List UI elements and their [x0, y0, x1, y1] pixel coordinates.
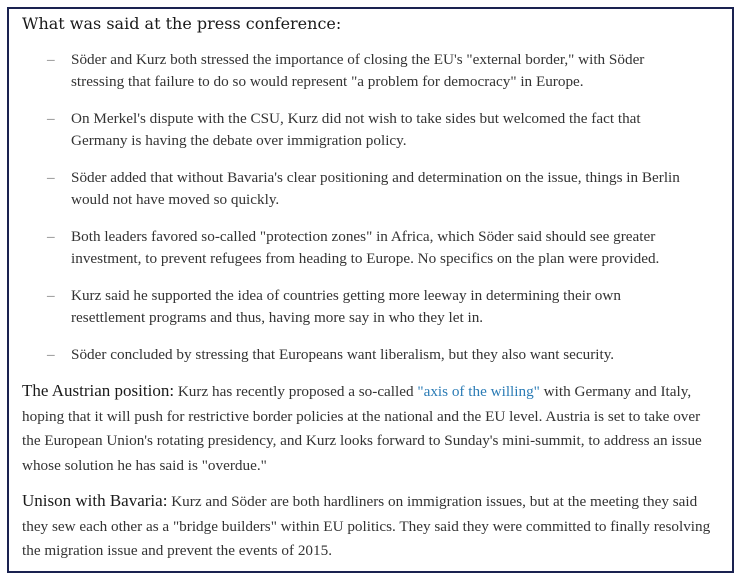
- dash-marker: –: [47, 51, 55, 68]
- unison-with-bavaria-paragraph: [22, 489, 732, 564]
- bullet-line: stressing that failure to do so would represent "a problem for democracy" in Europe.: [71, 73, 584, 90]
- content-frame: [7, 7, 734, 573]
- bullet-line: resettlement programs and thus, having more say in who they let in.: [71, 309, 484, 326]
- article-content: [22, 13, 732, 564]
- list-item: [22, 226, 732, 270]
- list-item: [22, 49, 732, 93]
- list-item: [22, 108, 732, 152]
- dash-marker: –: [47, 169, 55, 186]
- bullet-line: investment, to prevent refugees from heading to Europe. No specifics on the plan were provided.: [71, 250, 660, 267]
- bullet-line: On Merkel's dispute with the CSU, Kurz did not wish to take sides but welcomed the fact that: [71, 110, 641, 127]
- bullet-line: would not have moved so quickly.: [71, 191, 280, 208]
- dash-marker: –: [47, 110, 55, 127]
- list-item: [22, 167, 732, 211]
- paragraph-text: Kurz has recently proposed a so-called: [174, 383, 418, 400]
- austrian-position-paragraph: [22, 379, 732, 478]
- dash-marker: –: [47, 287, 55, 304]
- paragraph-text: with Germany and Italy, hoping that it will push for restrictive border policies at the national and the EU level. Austria is set to take over the European Union's rotating presidency, and Kurz looks forward to Sunday's mini-summit, to address an issue whose solution he has said is "overdue.": [22, 383, 702, 474]
- bullet-line: Söder concluded by stressing that Europeans want liberalism, but they also want security.: [71, 346, 615, 363]
- dash-marker: –: [47, 228, 55, 245]
- list-item: [22, 285, 732, 329]
- paragraph-lead: Unison with Bavaria:: [22, 491, 168, 510]
- axis-of-the-willing-link[interactable]: "axis of the willing": [417, 383, 540, 400]
- bullet-line: Söder added that without Bavaria's clear positioning and determination on the issue, things in Berlin: [71, 169, 680, 186]
- section-heading: What was said at the press conference:: [22, 14, 342, 33]
- bullet-line: Germany is having the debate over immigration policy.: [71, 132, 407, 149]
- list-item: [22, 344, 732, 366]
- bullet-line: Söder and Kurz both stressed the importance of closing the EU's "external border," with Söder: [71, 51, 645, 68]
- bullet-list: [22, 49, 732, 366]
- bullet-line: Both leaders favored so-called "protection zones" in Africa, which Söder said should see greater: [71, 228, 656, 245]
- paragraph-text: Kurz and Söder are both hardliners on immigration issues, but at the meeting they said they sew each other as a "bridge builders" within EU politics. They said they were committed to finally resolving the migration issue and prevent the events of 2015.: [22, 493, 711, 559]
- dash-marker: –: [47, 346, 55, 363]
- paragraph-lead: The Austrian position:: [22, 381, 175, 400]
- bullet-line: Kurz said he supported the idea of countries getting more leeway in determining their own: [71, 287, 621, 304]
